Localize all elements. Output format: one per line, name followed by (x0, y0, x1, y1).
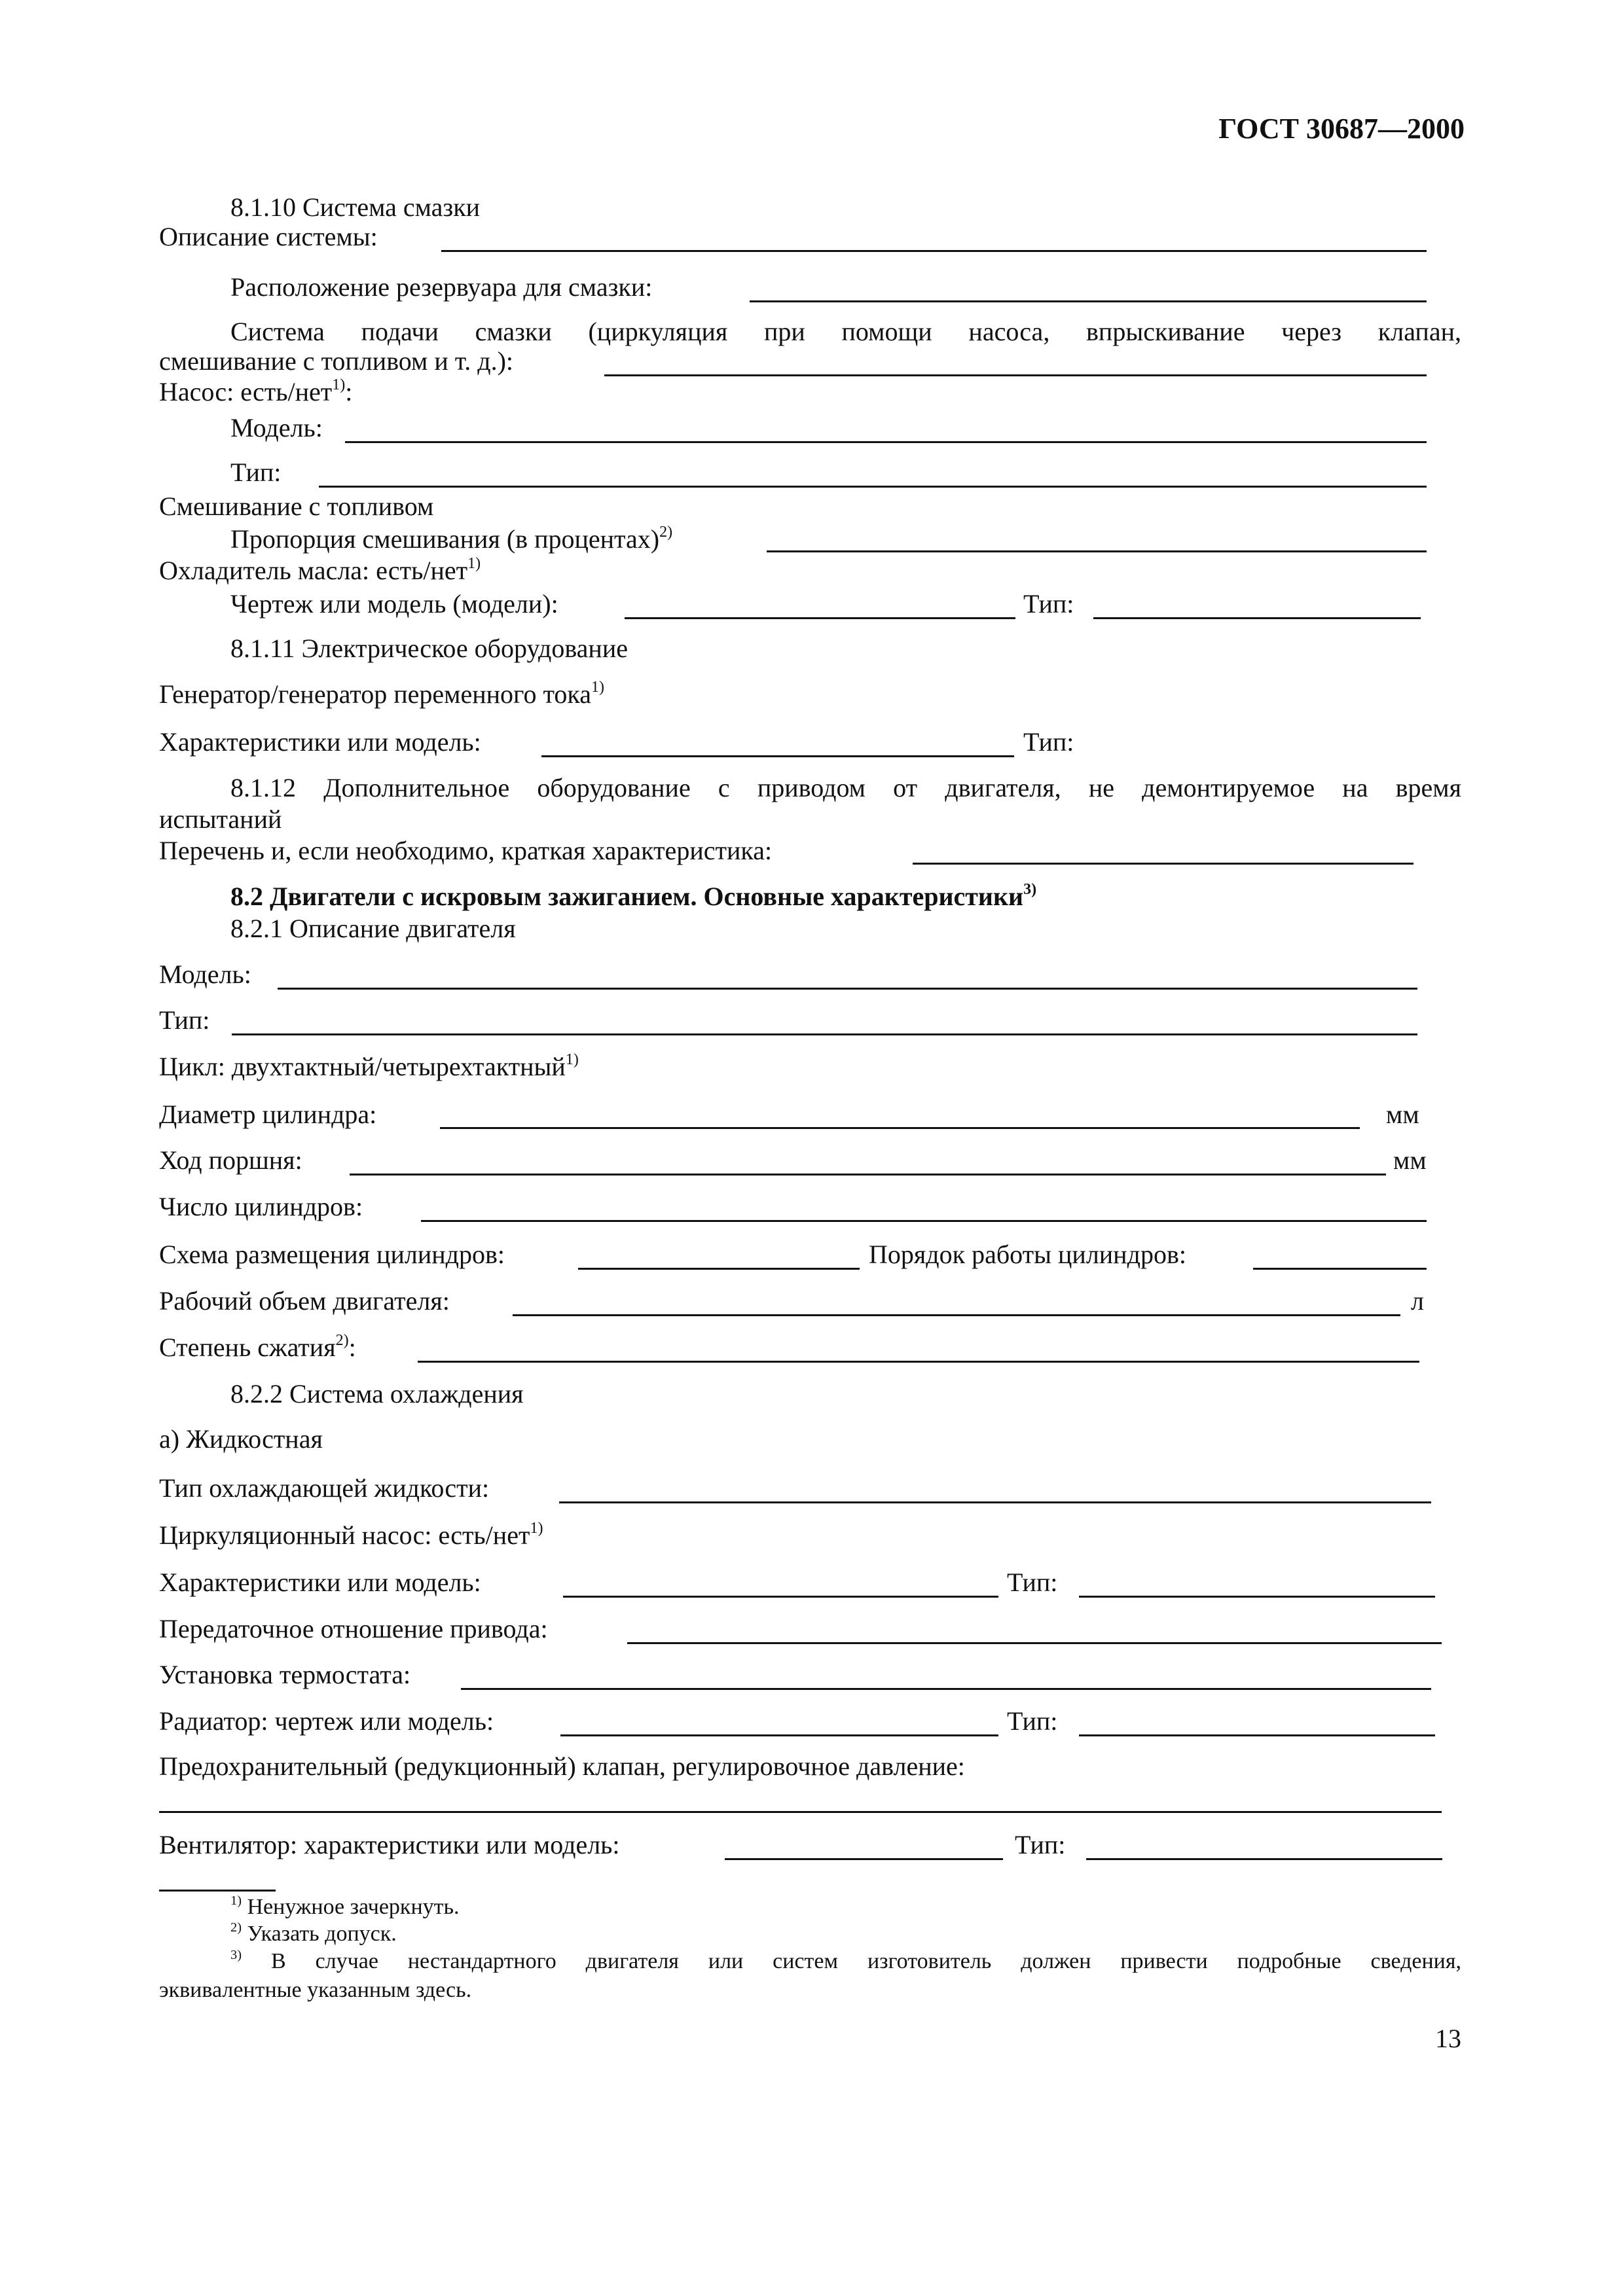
generator-label: Генератор/генератор переменного тока (159, 679, 591, 709)
drive-ratio-field[interactable] (627, 1642, 1442, 1644)
cooling-liquid-heading: а) Жидкостная (159, 1424, 323, 1454)
field-label-cycle (159, 1051, 579, 1083)
footnote-1-mark: 1) (230, 1893, 242, 1908)
cycle-label: Цикл: двухтактный/четырехтактный (159, 1052, 566, 1081)
field-label-radiator-type: Тип: (1007, 1706, 1058, 1736)
footnote-mark-2: 2) (659, 524, 673, 541)
bore-field[interactable] (440, 1127, 1360, 1129)
footnote-mark-2: 2) (335, 1332, 349, 1350)
field-label-supply-system-cont: смешивание с топливом и т. д.): (159, 346, 514, 376)
field-label-generator (159, 679, 604, 710)
section-heading-additional: 8.1.12 Дополнительное оборудование с приводом от двигателя, не демонтируемое на время (230, 773, 1461, 802)
supply-system-field[interactable] (604, 374, 1427, 376)
footnote-mark-3: 3) (1023, 881, 1037, 899)
field-label-coolant-type: Тип охлаждающей жидкости: (159, 1473, 490, 1503)
fan-field[interactable] (725, 1858, 1003, 1860)
field-label-electrical-type: Тип: (1023, 727, 1074, 757)
subsection-heading-cooling: 8.2.2 Система охлаждения (230, 1379, 524, 1408)
cylinders-field[interactable] (421, 1220, 1427, 1222)
footnote-2-text: Указать допуск. (247, 1922, 397, 1946)
cooler-type-field[interactable] (1093, 617, 1421, 619)
standard-number: ГОСТ 30687—2000 (1218, 113, 1465, 145)
footnote-3-mark: 3) (230, 1947, 242, 1962)
footnote-3-text: В случае нестандартного двигателя или систем изготовитель должен привести подробные сведения, (270, 1949, 1462, 1973)
compression-label: Степень сжатия (159, 1333, 336, 1362)
field-label-cylinder-layout: Схема размещения цилиндров: (159, 1240, 505, 1269)
footnote-2-mark: 2) (230, 1920, 242, 1935)
field-label-fan-type: Тип: (1015, 1830, 1066, 1859)
field-label-oil-cooler (159, 555, 481, 586)
pump-type-field[interactable] (319, 486, 1427, 488)
electrical-characteristics-field[interactable] (541, 755, 1014, 757)
coolant-type-field[interactable] (559, 1501, 1431, 1503)
footnote-2 (230, 1920, 397, 1948)
footnote-mark-1: 1) (530, 1520, 543, 1537)
stroke-unit: мм (1393, 1145, 1427, 1175)
relief-valve-field[interactable] (159, 1811, 1442, 1813)
firing-order-field[interactable] (1253, 1268, 1427, 1270)
field-label-pump: Насос: есть/нет$^{1)}$: (159, 376, 353, 406)
field-label-additional-list: Перечень и, если необходимо, краткая характеристика: (159, 836, 773, 865)
pump-label: Насос: есть/нет (159, 377, 333, 406)
section-heading-lubrication: 8.1.10 Система смазки (230, 192, 481, 222)
field-label-reservoir-location: Расположение резервуара для смазки: (230, 272, 653, 302)
stroke-field[interactable] (350, 1174, 1386, 1175)
mixing-ratio-field[interactable] (767, 550, 1427, 552)
field-label-system-description: Описание системы: (159, 222, 378, 251)
pump-model-field[interactable] (345, 441, 1427, 443)
field-label-fan: Вентилятор: характеристики или модель: (159, 1830, 620, 1859)
field-label-cooler-type: Тип: (1023, 589, 1074, 619)
footnote-mark-1: 1) (591, 679, 604, 696)
system-description-field[interactable] (441, 250, 1427, 252)
radiator-field[interactable] (560, 1734, 998, 1736)
field-label-pump-model: Модель: (230, 413, 323, 442)
field-label-pump-characteristics: Характеристики или модель: (159, 1568, 481, 1597)
displacement-unit: л (1411, 1286, 1424, 1316)
mixing-ratio-label: Пропорция смешивания (в процентах) (230, 524, 660, 554)
field-label-bore: Диаметр цилиндра: (159, 1100, 377, 1129)
field-label-thermostat: Установка термостата: (159, 1660, 411, 1689)
field-label-mixing-with-fuel: Смешивание с топливом (159, 492, 434, 521)
cooler-drawing-field[interactable] (625, 617, 1015, 619)
field-label-cooler-drawing: Чертеж или модель (модели): (230, 589, 558, 619)
field-label-circulation-pump (159, 1520, 543, 1551)
field-label-drive-ratio: Передаточное отношение привода: (159, 1614, 548, 1643)
field-label-pump-type: Тип: (230, 457, 282, 487)
footnote-mark-1: 1) (467, 555, 481, 573)
field-label-engine-type: Тип: (159, 1005, 210, 1035)
field-label-compression: Степень сжатия$^{2)}$: (159, 1332, 356, 1362)
oil-cooler-label: Охладитель масла: есть/нет (159, 556, 468, 585)
field-label-firing-order: Порядок работы цилиндров: (869, 1240, 1186, 1269)
cylinder-layout-field[interactable] (578, 1268, 860, 1270)
footnote-3 (230, 1948, 1461, 1975)
section-heading-spark-ignition (230, 881, 1036, 912)
footnote-separator (159, 1890, 276, 1892)
field-label-mixing-ratio (230, 524, 672, 555)
footnote-mark-1: 1) (332, 376, 346, 394)
thermostat-field[interactable] (461, 1688, 1431, 1690)
field-label-displacement: Рабочий объем двигателя: (159, 1286, 450, 1316)
field-label-cylinders: Число цилиндров: (159, 1192, 363, 1221)
pump-characteristics-field[interactable] (563, 1596, 998, 1598)
field-label-pump-type2: Тип: (1007, 1568, 1058, 1597)
field-label-engine-model: Модель: (159, 960, 251, 989)
field-label-supply-system: Система подачи смазки (циркуляция при помощи насоса, впрыскивание через клапан, (230, 317, 1461, 346)
displacement-field[interactable] (513, 1314, 1400, 1316)
pump-type2-field[interactable] (1079, 1596, 1435, 1598)
section-heading-additional-cont: испытаний (159, 804, 282, 834)
circulation-pump-label: Циркуляционный насос: есть/нет (159, 1520, 530, 1550)
footnote-mark-1: 1) (565, 1051, 579, 1069)
page-number: 13 (1435, 2024, 1461, 2053)
footnote-1 (230, 1893, 460, 1921)
subsection-heading-engine-description: 8.2.1 Описание двигателя (230, 914, 516, 943)
field-label-relief-valve: Предохранительный (редукционный) клапан, регулировочное давление: (159, 1751, 965, 1781)
field-label-electrical-characteristics: Характеристики или модель: (159, 727, 481, 757)
field-label-radiator: Радиатор: чертеж или модель: (159, 1706, 494, 1736)
fan-type-field[interactable] (1086, 1858, 1442, 1860)
section-heading-electrical: 8.1.11 Электрическое оборудование (230, 634, 628, 663)
engine-model-field[interactable] (278, 988, 1417, 990)
field-label-stroke: Ход поршня: (159, 1145, 302, 1175)
reservoir-location-field[interactable] (750, 300, 1427, 302)
engine-type-field[interactable] (232, 1033, 1417, 1035)
spark-ignition-heading: 8.2 Двигатели с искровым зажиганием. Основные характеристики (230, 882, 1024, 911)
radiator-type-field[interactable] (1079, 1734, 1435, 1736)
footnote-3-cont: эквивалентные указанным здесь. (159, 1978, 472, 2002)
footnote-1-text: Ненужное зачеркнуть. (247, 1895, 460, 1919)
additional-list-field[interactable] (913, 863, 1413, 865)
compression-field[interactable] (418, 1361, 1419, 1363)
bore-unit: мм (1386, 1100, 1419, 1129)
